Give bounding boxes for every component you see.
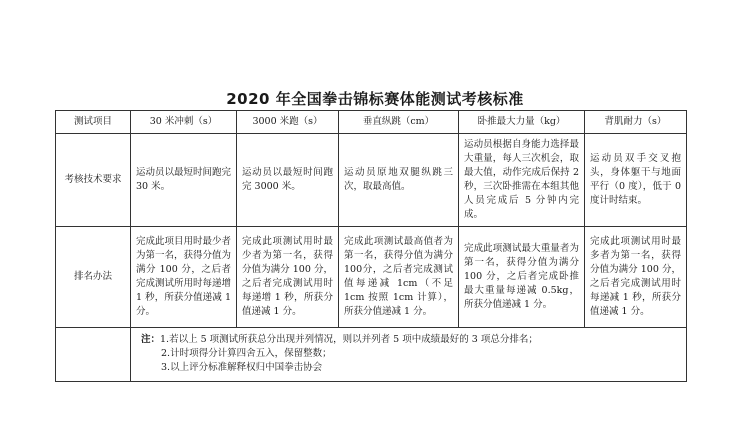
note-line-3: 3.以上评分标准解释权归中国拳击协会	[161, 362, 323, 373]
cell-rank-sprint: 完成此项目用时最少者为第一名，获得分值为满分 100 分，之后者完成测试所用时每递增 1 秒，所获分值递减 1 分。	[131, 227, 237, 328]
cell-tech-3000m-run: 运动员以最短时间跑完 3000 米。	[237, 134, 339, 227]
cell-rank-3000m-run: 完成此项测试用时最少者为第一名，获得分值为满分 100 分，之后者完成测试用时每递增 1 秒，所获分值递减 1 分。	[237, 227, 339, 328]
header-item: 测试项目	[56, 111, 131, 134]
standards-table	[55, 110, 687, 382]
cell-tech-vertical-jump: 运动员原地双腿纵跳三次，取最高值。	[339, 134, 459, 227]
table-row	[56, 227, 687, 328]
cell-rank-back-endurance: 完成此项测试用时最多者为第一名，获得分值为满分 100 分，之后者完成测试用时每递减 1 秒，所获分值递减 1 分。	[585, 227, 687, 328]
note-line-2: 2.计时项得分计算四舍五入，保留整数；	[161, 348, 332, 359]
row-label-tech: 考核技术要求	[56, 134, 131, 227]
header-vertical-jump: 垂直纵跳（cm）	[339, 111, 459, 134]
cell-tech-bench-press: 运动员根据自身能力选择最大重量，每人三次机会，取最大值，动作完成后保持 2 秒，三次卧推需在本组其他人员完成后 5 分钟内完成。	[459, 134, 585, 227]
row-label-ranking: 排名办法	[56, 227, 131, 328]
notes-row	[56, 328, 687, 382]
table-header-row	[56, 111, 687, 134]
page-title: 2020 年全国拳击锦标赛体能测试考核标准	[226, 90, 524, 108]
header-bench-press: 卧推最大力量（kg）	[459, 111, 585, 134]
cell-tech-sprint: 运动员以最短时间跑完 30 米。	[131, 134, 237, 227]
table-row	[56, 134, 687, 227]
header-back-endurance: 背肌耐力（s）	[585, 111, 687, 134]
note-line-1	[141, 333, 680, 347]
notes-cell	[131, 328, 687, 382]
header-3000m-run: 3000 米跑（s）	[237, 111, 339, 134]
cell-tech-back-endurance: 运动员双手交叉抱头，身体躯干与地面平行（0 度），低于 0 度计时结束。	[585, 134, 687, 227]
cell-rank-bench-press: 完成此项测试最大重量者为第一名，获得分值为满分 100 分，之后者完成卧推最大重量每递减 0.5kg，所获分值递减 1 分。	[459, 227, 585, 328]
header-sprint: 30 米冲刺（s）	[131, 111, 237, 134]
note-text-1: 1.若以上 5 项测试所获总分出现并列情况，则以并列者 5 项中成绩最好的 3 项总分排名；	[160, 334, 538, 345]
cell-rank-vertical-jump: 完成此项测试最高值者为第一名，获得分值为满分 100分，之后者完成测试值每递减 1cm（不足 1cm 按照 1cm 计算），所获分值递减 1 分。	[339, 227, 459, 328]
note-label: 注：	[141, 334, 161, 345]
